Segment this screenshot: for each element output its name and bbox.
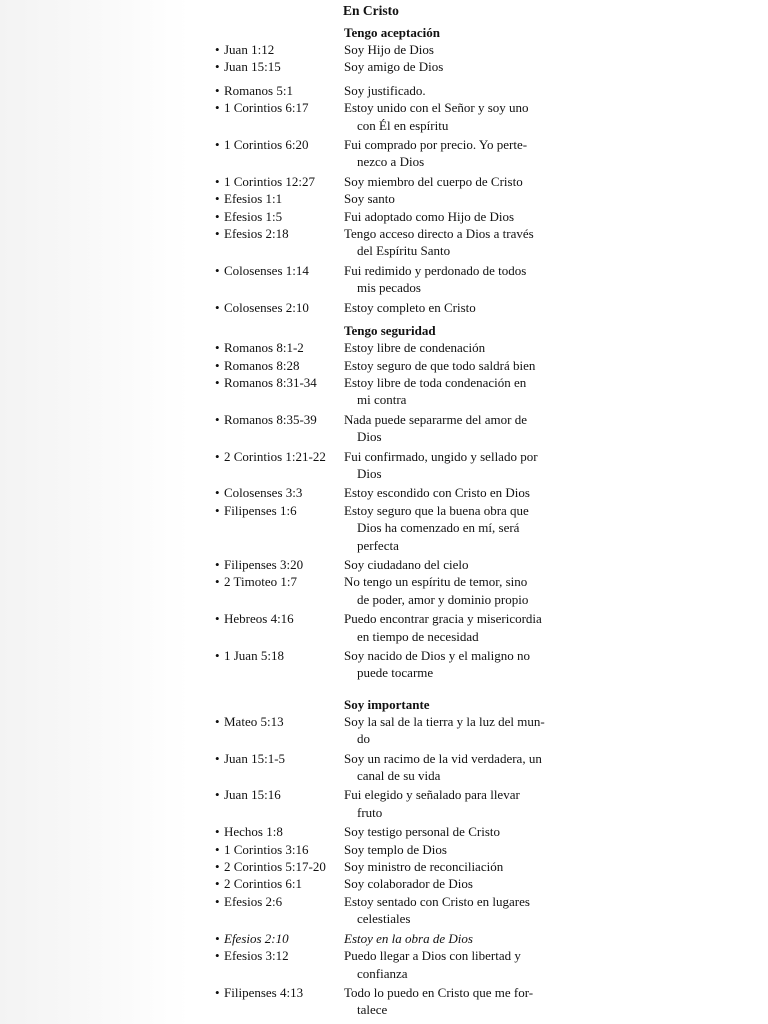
statement-line: Estoy unido con el Señor y soy uno (344, 100, 529, 116)
verse-statement (344, 573, 560, 608)
verse-reference (215, 947, 344, 982)
verse-entry (215, 173, 560, 190)
verse-entry (215, 357, 560, 374)
reference-label: Colosenses 1:14 (224, 262, 309, 278)
verse-entry (215, 484, 560, 501)
verse-statement (344, 823, 560, 840)
verse-reference (215, 208, 344, 225)
verse-reference (215, 750, 344, 785)
verse-statement (344, 713, 560, 748)
verse-reference (215, 823, 344, 840)
verse-reference (215, 841, 344, 858)
verse-statement (344, 556, 560, 573)
bullet-icon: • (215, 930, 220, 946)
verse-reference (215, 893, 344, 928)
verse-statement (344, 841, 560, 858)
verse-reference (215, 448, 344, 483)
verse-statement (344, 484, 560, 501)
section-heading: Soy importante (344, 696, 430, 712)
verse-entry (215, 984, 560, 1019)
verse-statement (344, 99, 560, 134)
reference-label: Filipenses 1:6 (224, 502, 297, 518)
statement-continuation: perfecta (357, 537, 399, 553)
reference-label: Efesios 1:1 (224, 191, 283, 207)
statement-line: Fui comprado por precio. Yo perte- (344, 137, 528, 153)
document-content (215, 2, 560, 1021)
verse-entry (215, 448, 560, 483)
verse-statement (344, 502, 560, 554)
reference-label: 2 Corintios 6:1 (224, 876, 303, 892)
statement-continuation: talece (357, 1002, 388, 1018)
statement-line: Soy un racimo de la vid verdadera, un (344, 750, 542, 766)
verse-statement (344, 374, 560, 409)
verse-entry (215, 647, 560, 682)
reference-label: Hechos 1:8 (224, 824, 283, 840)
verse-statement (344, 448, 560, 483)
verse-statement (344, 262, 560, 297)
verse-reference (215, 136, 344, 171)
statement-line: Estoy completo en Cristo (344, 299, 476, 315)
verse-reference (215, 930, 344, 947)
statement-continuation: con Él en espíritu (357, 117, 449, 133)
statement-line: Estoy seguro que la buena obra que (344, 502, 529, 518)
statement-line: Soy santo (344, 191, 395, 207)
statement-continuation: de poder, amor y dominio propio (357, 591, 529, 607)
verse-entry (215, 502, 560, 554)
statement-line: Soy justificado. (344, 82, 426, 98)
verse-reference (215, 713, 344, 748)
bullet-icon: • (215, 824, 220, 840)
verse-statement (344, 858, 560, 875)
statement-line: No tengo un espíritu de temor, sino (344, 574, 528, 590)
statement-line: Soy templo de Dios (344, 841, 447, 857)
statement-line: Puedo llegar a Dios con libertad y (344, 948, 521, 964)
verse-entry (215, 299, 560, 316)
verse-statement (344, 299, 560, 316)
verse-entry (215, 750, 560, 785)
statement-continuation: mi contra (357, 392, 407, 408)
statement-line: Estoy escondido con Cristo en Dios (344, 485, 530, 501)
verse-entry (215, 875, 560, 892)
verse-entry (215, 841, 560, 858)
verse-entry (215, 225, 560, 260)
bullet-icon: • (215, 137, 220, 153)
verse-entry (215, 262, 560, 297)
statement-line: Fui confirmado, ungido y sellado por (344, 448, 538, 464)
bullet-icon: • (215, 299, 220, 315)
verse-statement (344, 411, 560, 446)
statement-line: Estoy sentado con Cristo en lugares (344, 893, 530, 909)
reference-label: 1 Corintios 3:16 (224, 841, 309, 857)
verse-reference (215, 41, 344, 58)
verse-entry (215, 930, 560, 947)
verse-entry (215, 947, 560, 982)
verse-statement (344, 984, 560, 1019)
verse-statement (344, 357, 560, 374)
verse-entry (215, 858, 560, 875)
statement-continuation: puede tocarme (357, 665, 434, 681)
bullet-icon: • (215, 208, 220, 224)
bullet-icon: • (215, 340, 220, 356)
verse-reference (215, 99, 344, 134)
verse-reference (215, 173, 344, 190)
verse-statement (344, 750, 560, 785)
verse-entry (215, 41, 560, 58)
bullet-icon: • (215, 556, 220, 572)
verse-statement (344, 41, 560, 58)
statement-line: Estoy libre de toda condenación en (344, 374, 527, 390)
verse-reference (215, 357, 344, 374)
reference-label: Romanos 8:28 (224, 357, 300, 373)
verse-statement (344, 947, 560, 982)
statement-continuation: canal de su vida (357, 768, 441, 784)
reference-label: 1 Corintios 6:17 (224, 100, 309, 116)
reference-label: Efesios 2:10 (224, 930, 289, 946)
statement-continuation: en tiempo de necesidad (357, 628, 479, 644)
bullet-icon: • (215, 100, 220, 116)
bullet-icon: • (215, 485, 220, 501)
statement-line: Estoy en la obra de Dios (344, 930, 473, 946)
reference-label: 2 Corintios 5:17-20 (224, 859, 326, 875)
verse-statement (344, 225, 560, 260)
bullet-icon: • (215, 713, 220, 729)
verse-statement (344, 190, 560, 207)
verse-reference (215, 411, 344, 446)
bullet-icon: • (215, 984, 220, 1000)
reference-label: Juan 15:16 (224, 787, 281, 803)
verse-reference (215, 374, 344, 409)
reference-label: Colosenses 3:3 (224, 485, 303, 501)
page-title: En Cristo (343, 3, 399, 18)
bullet-icon: • (215, 59, 220, 75)
verse-entry (215, 893, 560, 928)
verse-reference (215, 82, 344, 99)
statement-line: Puedo encontrar gracia y misericordia (344, 611, 542, 627)
bullet-icon: • (215, 357, 220, 373)
verse-entry (215, 610, 560, 645)
verse-reference (215, 984, 344, 1019)
verse-statement (344, 339, 560, 356)
verse-entry (215, 99, 560, 134)
statement-line: Fui redimido y perdonado de todos (344, 262, 527, 278)
verse-statement (344, 82, 560, 99)
statement-line: Tengo acceso directo a Dios a través (344, 226, 534, 242)
verse-statement (344, 136, 560, 171)
verse-entry (215, 136, 560, 171)
verse-reference (215, 875, 344, 892)
bullet-icon: • (215, 82, 220, 98)
verse-reference (215, 647, 344, 682)
statement-line: Soy miembro del cuerpo de Cristo (344, 173, 523, 189)
statement-continuation: do (357, 731, 370, 747)
verse-reference (215, 339, 344, 356)
statement-line: Fui elegido y señalado para llevar (344, 787, 520, 803)
section-heading: Tengo aceptación (344, 25, 440, 40)
bullet-icon: • (215, 262, 220, 278)
bullet-icon: • (215, 42, 220, 57)
reference-label: Romanos 8:35-39 (224, 411, 317, 427)
reference-label: Juan 15:1-5 (224, 750, 286, 766)
statement-continuation: celestiales (357, 911, 411, 927)
verse-reference (215, 225, 344, 260)
bullet-icon: • (215, 502, 220, 518)
statement-line: Nada puede separarme del amor de (344, 411, 527, 427)
statement-continuation: del Espíritu Santo (357, 243, 451, 259)
statement-line: Estoy libre de condenación (344, 340, 486, 356)
verse-entry (215, 82, 560, 99)
verse-statement (344, 893, 560, 928)
verse-statement (344, 173, 560, 190)
verse-entry (215, 786, 560, 821)
verse-statement (344, 647, 560, 682)
statement-continuation: confianza (357, 965, 408, 981)
reference-label: 1 Corintios 6:20 (224, 137, 309, 153)
reference-label: Mateo 5:13 (224, 713, 284, 729)
reference-label: Efesios 3:12 (224, 948, 289, 964)
verse-entry (215, 573, 560, 608)
statement-line: Soy ciudadano del cielo (344, 556, 469, 572)
bullet-icon: • (215, 876, 220, 892)
statement-continuation: Dios (357, 429, 382, 445)
statement-continuation: Dios ha comenzado en mí, será (357, 520, 520, 536)
statement-continuation: Dios (357, 465, 382, 481)
verse-entry (215, 823, 560, 840)
reference-label: Efesios 1:5 (224, 208, 283, 224)
verse-statement (344, 930, 560, 947)
bullet-icon: • (215, 750, 220, 766)
reference-label: Juan 1:12 (224, 42, 275, 57)
verse-entry (215, 190, 560, 207)
statement-line: Soy Hijo de Dios (344, 42, 434, 57)
reference-label: Romanos 5:1 (224, 82, 293, 98)
verse-reference (215, 858, 344, 875)
reference-label: 2 Timoteo 1:7 (224, 574, 297, 590)
reference-label: Efesios 2:6 (224, 893, 283, 909)
bullet-icon: • (215, 173, 220, 189)
statement-line: Soy colaborador de Dios (344, 876, 473, 892)
reference-label: Romanos 8:31-34 (224, 374, 317, 390)
bullet-icon: • (215, 191, 220, 207)
reference-label: Filipenses 3:20 (224, 556, 304, 572)
reference-label: 1 Juan 5:18 (224, 648, 284, 663)
bullet-icon: • (215, 448, 220, 464)
verse-reference (215, 573, 344, 608)
verse-reference (215, 262, 344, 297)
statement-line: Todo lo puedo en Cristo que me for- (344, 984, 534, 1000)
bullet-icon: • (215, 574, 220, 590)
verse-reference (215, 299, 344, 316)
bullet-icon: • (215, 841, 220, 857)
verse-entry (215, 374, 560, 409)
verse-entry (215, 339, 560, 356)
statement-line: Soy testigo personal de Cristo (344, 824, 500, 840)
reference-label: 2 Corintios 1:21-22 (224, 448, 326, 464)
bullet-icon: • (215, 859, 220, 875)
page-shadow (0, 0, 190, 1024)
reference-label: Colosenses 2:10 (224, 299, 309, 315)
reference-label: Efesios 2:18 (224, 226, 289, 242)
verse-entry (215, 556, 560, 573)
verse-reference (215, 786, 344, 821)
section-heading: Tengo seguridad (344, 323, 436, 339)
verse-statement (344, 58, 560, 75)
reference-label: Romanos 8:1-2 (224, 340, 304, 356)
verse-statement (344, 786, 560, 821)
verse-entry (215, 208, 560, 225)
statement-line: Soy nacido de Dios y el maligno no (344, 648, 530, 663)
verse-reference (215, 190, 344, 207)
statement-continuation: fruto (357, 804, 383, 820)
reference-label: Filipenses 4:13 (224, 984, 304, 1000)
verse-statement (344, 208, 560, 225)
statement-line: Soy ministro de reconciliación (344, 859, 504, 875)
bullet-icon: • (215, 226, 220, 242)
verse-statement (344, 875, 560, 892)
bullet-icon: • (215, 893, 220, 909)
reference-label: Juan 15:15 (224, 59, 281, 75)
verse-reference (215, 484, 344, 501)
verse-reference (215, 556, 344, 573)
statement-continuation: nezco a Dios (357, 154, 425, 170)
verse-entry (215, 713, 560, 748)
statement-line: Estoy seguro de que todo saldrá bien (344, 357, 536, 373)
verse-entry (215, 411, 560, 446)
statement-continuation: mis pecados (357, 280, 421, 296)
bullet-icon: • (215, 411, 220, 427)
verse-reference (215, 502, 344, 554)
bullet-icon: • (215, 948, 220, 964)
statement-line: Fui adoptado como Hijo de Dios (344, 208, 515, 224)
verse-reference (215, 610, 344, 645)
bullet-icon: • (215, 611, 220, 627)
verse-entry (215, 58, 560, 75)
bullet-icon: • (215, 787, 220, 803)
verse-statement (344, 610, 560, 645)
statement-line: Soy amigo de Dios (344, 59, 444, 75)
reference-label: Hebreos 4:16 (224, 611, 294, 627)
bullet-icon: • (215, 648, 220, 663)
bullet-icon: • (215, 374, 220, 390)
reference-label: 1 Corintios 12:27 (224, 173, 316, 189)
statement-line: Soy la sal de la tierra y la luz del mun- (344, 713, 545, 729)
verse-reference (215, 58, 344, 75)
